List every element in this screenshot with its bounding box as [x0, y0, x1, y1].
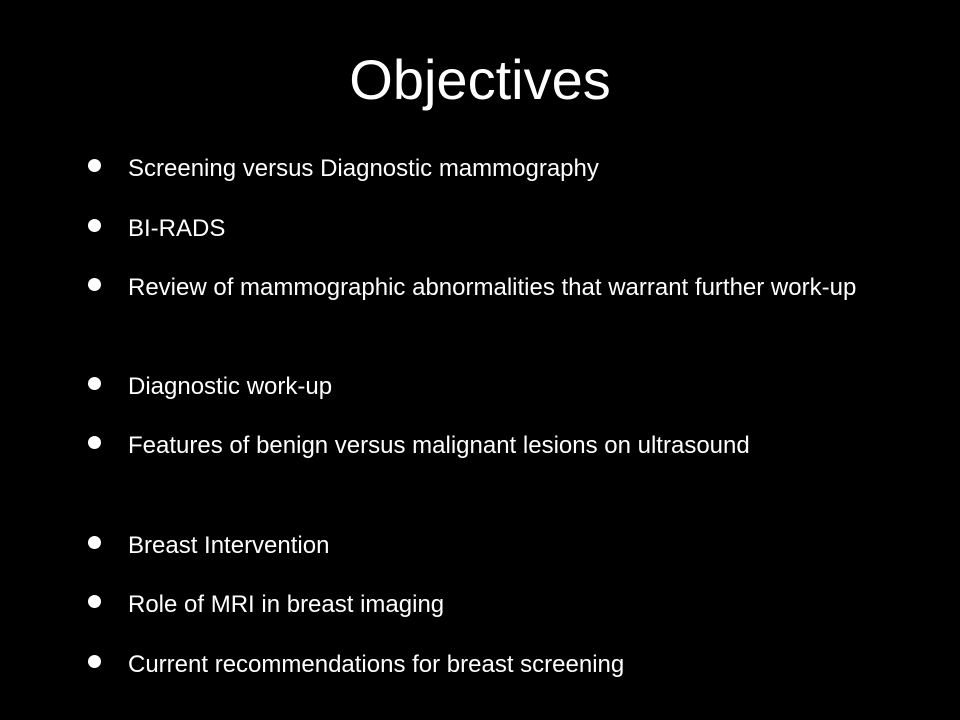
- bullet-icon: [88, 595, 101, 608]
- list-item-text: Features of benign versus malignant lesions on ultrasound: [128, 432, 750, 459]
- list-item-text: BI-RADS: [128, 215, 226, 242]
- list-item-text: Breast Intervention: [128, 532, 330, 559]
- bullet-icon: [88, 219, 101, 232]
- bullet-icon: [88, 377, 101, 390]
- list-item-text: Current recommendations for breast screening: [128, 651, 625, 678]
- bullet-icon: [88, 655, 101, 668]
- list-item-text: Review of mammographic abnormalities that warrant further work-up: [128, 274, 857, 301]
- bullet-icon: [88, 436, 101, 449]
- slide-title: Objectives: [349, 48, 611, 111]
- bullet-icon: [88, 536, 101, 549]
- list-item-text: Role of MRI in breast imaging: [128, 591, 445, 618]
- list-item-text: Diagnostic work-up: [128, 373, 333, 400]
- list-item-text: Screening versus Diagnostic mammography: [128, 155, 599, 182]
- bullet-icon: [88, 278, 101, 291]
- bullet-icon: [88, 159, 101, 172]
